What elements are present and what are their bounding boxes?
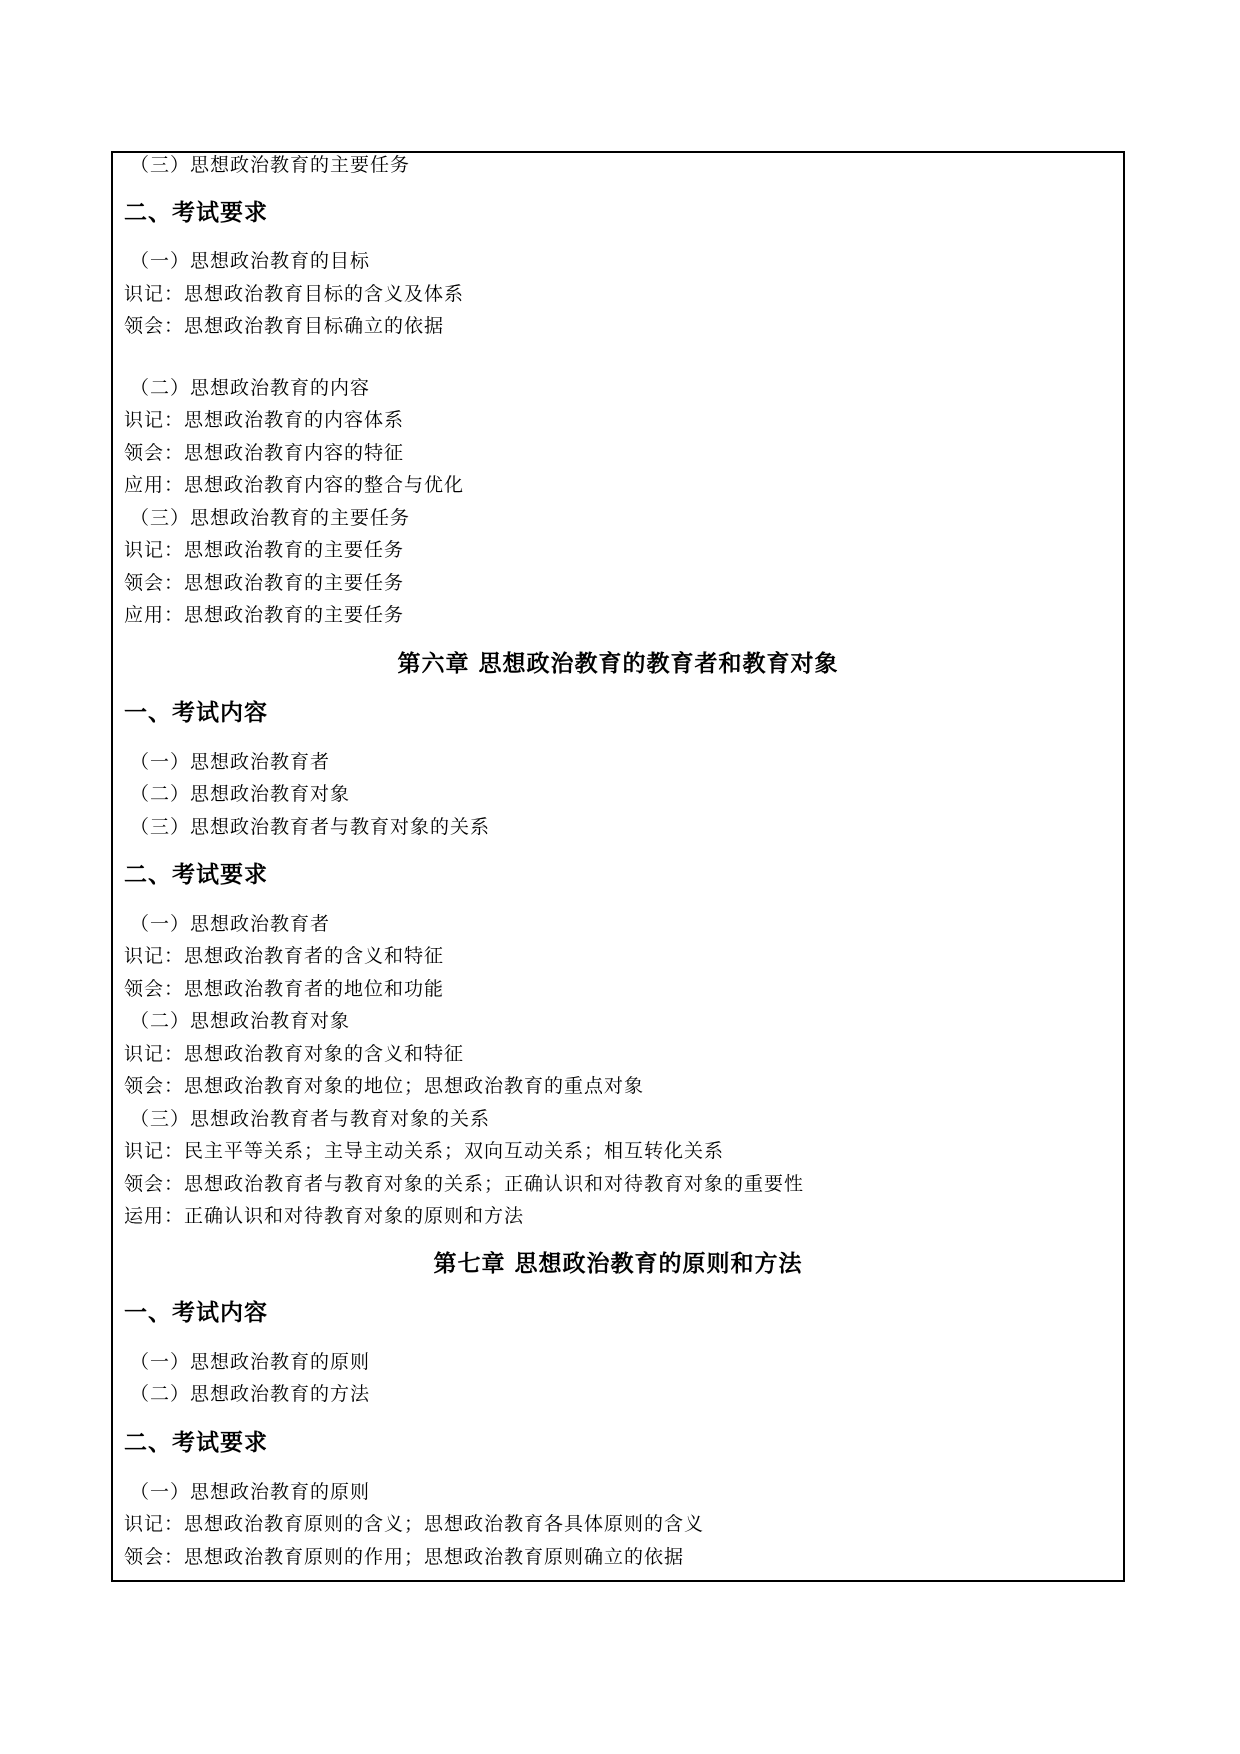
list-item: 识记：思想政治教育者的含义和特征 <box>124 945 445 967</box>
list-item: 领会：思想政治教育内容的特征 <box>124 442 405 464</box>
list-item: （三）思想政治教育的主要任务 <box>130 154 411 176</box>
chapter-title: 第六章 思想政治教育的教育者和教育对象 <box>397 650 839 677</box>
list-item: （三）思想政治教育者与教育对象的关系 <box>130 816 491 838</box>
list-item: 领会：思想政治教育者的地位和功能 <box>124 978 445 1000</box>
list-item: 应用：思想政治教育的主要任务 <box>124 604 405 626</box>
list-item: （二）思想政治教育的方法 <box>130 1383 371 1405</box>
list-item: 领会：思想政治教育对象的地位；思想政治教育的重点对象 <box>124 1075 645 1097</box>
list-item: 识记：思想政治教育对象的含义和特征 <box>124 1043 465 1065</box>
list-item: 识记：思想政治教育目标的含义及体系 <box>124 283 465 305</box>
list-item: 识记：思想政治教育的主要任务 <box>124 539 405 561</box>
list-item: 识记：民主平等关系；主导主动关系；双向互动关系；相互转化关系 <box>124 1140 725 1162</box>
list-item: （一）思想政治教育的原则 <box>130 1351 371 1373</box>
list-item: （二）思想政治教育对象 <box>130 1010 351 1032</box>
list-item: 识记：思想政治教育的内容体系 <box>124 409 405 431</box>
list-item: 应用：思想政治教育内容的整合与优化 <box>124 474 465 496</box>
list-item: （三）思想政治教育的主要任务 <box>130 507 411 529</box>
section-heading: 二、考试要求 <box>124 199 268 226</box>
section-heading: 一、考试内容 <box>124 699 268 726</box>
list-item: （二）思想政治教育对象 <box>130 783 351 805</box>
section-heading: 一、考试内容 <box>124 1299 268 1326</box>
chapter-title: 第七章 思想政治教育的原则和方法 <box>433 1250 803 1277</box>
section-heading: 二、考试要求 <box>124 861 268 888</box>
list-item: （一）思想政治教育的原则 <box>130 1481 371 1503</box>
list-item: （三）思想政治教育者与教育对象的关系 <box>130 1108 491 1130</box>
list-item: 领会：思想政治教育的主要任务 <box>124 572 405 594</box>
list-item: 领会：思想政治教育目标确立的依据 <box>124 315 445 337</box>
list-item: （一）思想政治教育的目标 <box>130 250 371 272</box>
list-item: （一）思想政治教育者 <box>130 913 331 935</box>
list-item: （一）思想政治教育者 <box>130 751 331 773</box>
list-item: 领会：思想政治教育原则的作用；思想政治教育原则确立的依据 <box>124 1546 685 1568</box>
list-item: 识记：思想政治教育原则的含义；思想政治教育各具体原则的含义 <box>124 1513 705 1535</box>
list-item: 运用：正确认识和对待教育对象的原则和方法 <box>124 1205 525 1227</box>
section-heading: 二、考试要求 <box>124 1429 268 1456</box>
list-item: （二）思想政治教育的内容 <box>130 377 371 399</box>
list-item: 领会：思想政治教育者与教育对象的关系；正确认识和对待教育对象的重要性 <box>124 1173 805 1195</box>
